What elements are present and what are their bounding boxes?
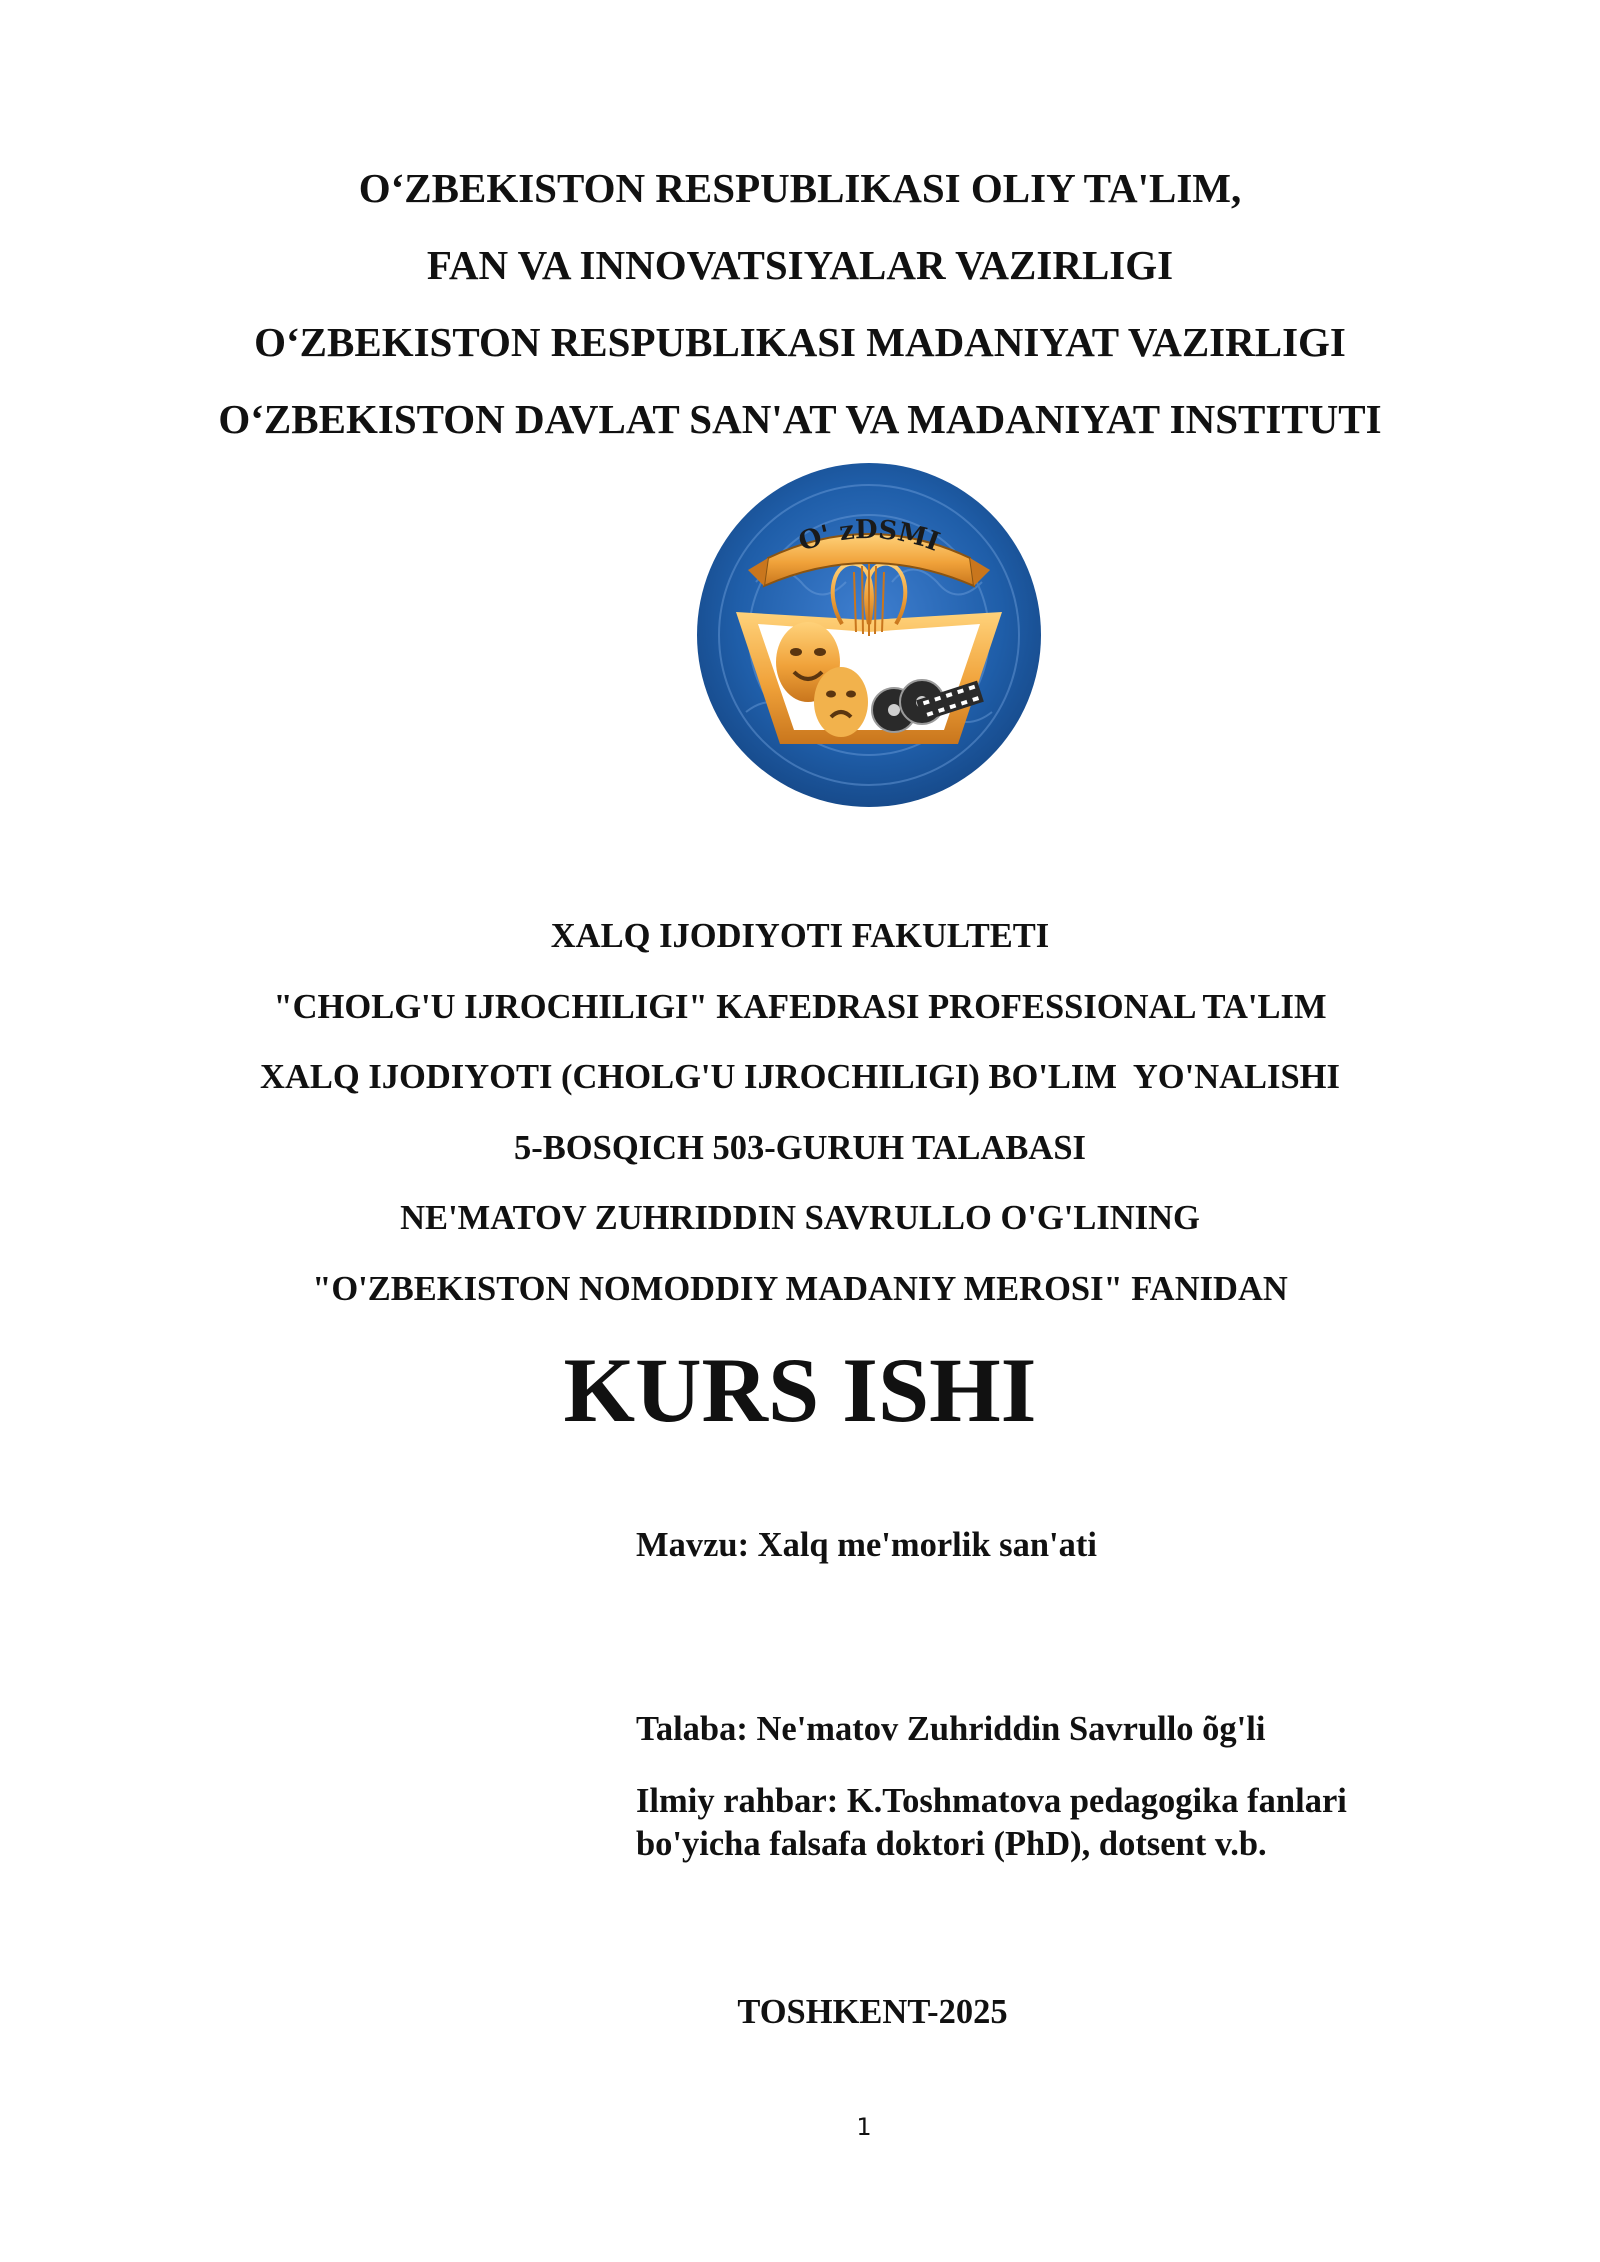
advisor-block [636, 1780, 1347, 1866]
advisor-line: Ilmiy rahbar: K.Toshmatova pedagogika fanlari [636, 1782, 1347, 1820]
faculty-line: XALQ IJODIYOTI FAKULTETI [550, 917, 1050, 955]
header-line: FAN VA INNOVATSIYALAR VAZIRLIGI [426, 242, 1174, 288]
city-year: TOSHKENT-2025 [737, 1993, 1008, 2031]
header-line: O‘ZBEKISTON RESPUBLIKASI OLIY TA'LIM, [358, 165, 1242, 211]
direction-line: XALQ IJODIYOTI (CHOLG'U IJROCHILIGI) BO'LIM YO'NALISHI [260, 1058, 1340, 1096]
student-info-block [0, 901, 1600, 1324]
institute-logo [696, 462, 1042, 808]
document-title: KURS ISHI [563, 1339, 1037, 1441]
topic-line: Mavzu: Xalq me'morlik san'ati [636, 1526, 1097, 1564]
subject-line: "O'ZBEKISTON NOMODDIY MADANIY MEROSI" FANIDAN [312, 1269, 1288, 1308]
header-line: O‘ZBEKISTON RESPUBLIKASI MADANIYAT VAZIRLIGI [254, 319, 1346, 365]
student-line: Talaba: Ne'matov Zuhriddin Savrullo õg'li [636, 1710, 1266, 1748]
logo-ribbon-text: O' zDSMI [794, 514, 944, 558]
header-line: O‘ZBEKISTON DAVLAT SAN'AT VA MADANIYAT INSTITUTI [218, 396, 1382, 442]
page-number: 1 [856, 2113, 872, 2141]
student-name-line: NE'MATOV ZUHRIDDIN SAVRULLO O'G'LINING [400, 1199, 1200, 1237]
group-line: 5-BOSQICH 503-GURUH TALABASI [514, 1128, 1086, 1167]
ministry-header [0, 150, 1600, 458]
department-line: "CHOLG'U IJROCHILIGI" KAFEDRASI PROFESSIONAL TA'LIM [273, 987, 1327, 1026]
advisor-line: bo'yicha falsafa doktori (PhD), dotsent v.b. [636, 1825, 1267, 1863]
